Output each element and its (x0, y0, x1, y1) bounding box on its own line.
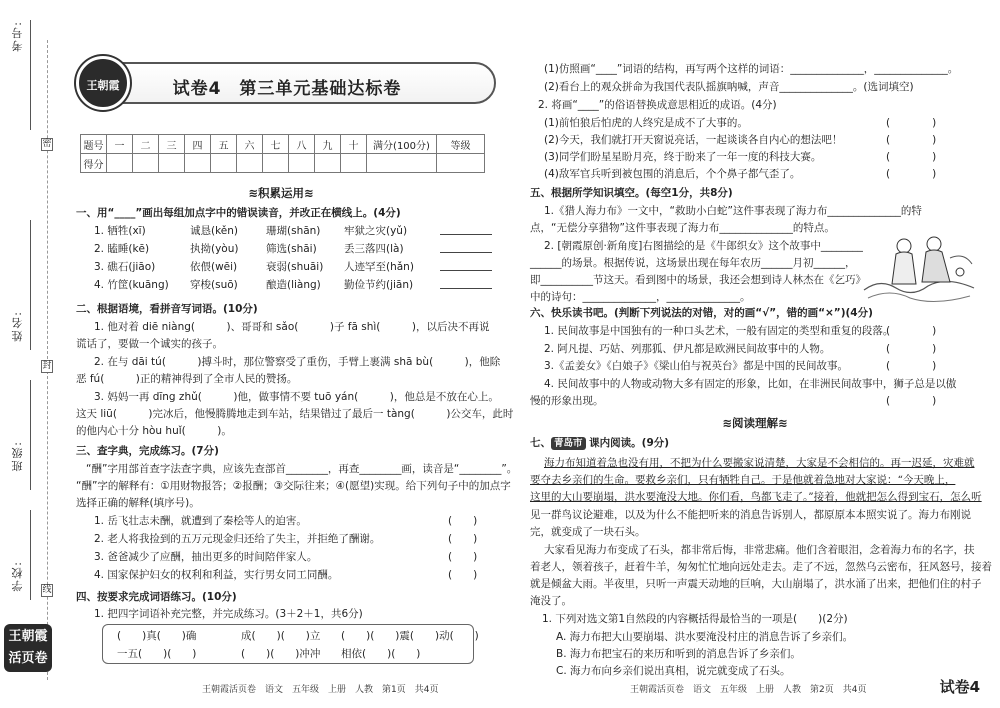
score-row-label: 得分 (81, 154, 107, 173)
score-cell[interactable] (437, 154, 485, 173)
score-cell[interactable] (159, 154, 185, 173)
answer-blank[interactable] (440, 234, 492, 235)
passage-line: 要夺去乡亲们的生命。要救乡亲们，只有牺牲自己。于是他就着急地对大家说：“今天晚上， (530, 474, 956, 486)
q1-word: 4. 竹筐(kuāng) (94, 279, 169, 291)
score-input-row[interactable] (81, 154, 485, 173)
q4-box-word[interactable]: 成( )( )立 (241, 630, 321, 642)
score-header-cell: 一 (107, 135, 133, 154)
q3-item: 3. 爸爸减少了应酬，抽出更多的时间陪伴家人。 (94, 551, 318, 563)
q7-number: 七、 (530, 437, 551, 449)
q1-word: 衰弱(shuāi) (266, 261, 324, 273)
q3-item: 4. 国家保护妇女的权利和利益，实行男女同工同酬。 (94, 569, 339, 581)
answer-paren[interactable]: ( ) (886, 151, 937, 163)
q4-cont-line: (2)看台上的观众拼命为我国代表队摇旗呐喊，声音______________。(选词填空) (544, 81, 914, 93)
q6-item: 1. 民间故事是中国独有的一种口头艺术，一般有固定的类型和重复的段落。 (544, 325, 894, 337)
binding-strip (0, 0, 56, 708)
q1-word: 筛选(shāi) (266, 243, 317, 255)
q5-line: ______的场景。根据传说，这场景出现在每年农历______月初______， (530, 257, 856, 269)
score-header-cell: 五 (211, 135, 237, 154)
score-header-cell: 八 (289, 135, 315, 154)
passage-line: 海力布知道着急也没有用，不把为什么要搬家说清楚，大家是不会相信的。再一迟延，灾难就 (544, 457, 975, 469)
section-title-reading: ≋阅读理解≋ (722, 416, 788, 430)
idiom-item: (1)前怕狼后怕虎的人终究是成不了大事的。 (544, 117, 748, 129)
answer-blank[interactable] (440, 252, 492, 253)
q1-word: 3. 礁石(jiāo) (94, 261, 156, 273)
score-cell[interactable] (211, 154, 237, 173)
score-cell[interactable] (107, 154, 133, 173)
passage-line: 这里的大山要崩塌，洪水要淹没大地。你们看，鸟都飞走了。”接着，他就把怎么得到宝石，怎么听 (530, 491, 982, 503)
q3-item: 2. 老人将我捡到的五万元现金归还给了失主，并拒绝了酬谢。 (94, 533, 381, 545)
page-footer: 王朝霞活页卷 语文 五年级 上册 人教 第2页 共4页 (630, 685, 867, 695)
score-header-cell: 二 (133, 135, 159, 154)
q2-line: 这天 liū( )完冰后，他慢腾腾地走到车站，结果错过了最后一 tàng( )公交车，此时 (76, 408, 514, 420)
score-cell[interactable] (133, 154, 159, 173)
answer-paren[interactable]: ( ) (886, 325, 937, 337)
passage-line: 就是倾盆大雨。半夜里，只听一声震天动地的巨响，大山崩塌了，洪水涌了出来，把他们住的村子 (530, 578, 982, 590)
answer-paren[interactable]: ( ) (448, 533, 478, 545)
seal-mark-xian: 线 (42, 585, 52, 595)
idiom-item: (4)敌军官兵听到被包围的消息后，个个鼻子都气歪了。 (544, 168, 801, 180)
q2-line: 恶 fú( )正的精神得到了全市人民的赞扬。 (76, 373, 298, 385)
score-table (80, 134, 485, 173)
region-tag: 青岛市 (551, 437, 586, 450)
section-title-accumulate: ≋积累运用≋ (248, 186, 314, 200)
q7-text: 课内阅读。(9分) (585, 437, 670, 449)
q7-heading (530, 436, 669, 450)
idiom-item: (2)今天，我们就打开天窗说亮话，一起谈谈各自内心的想法吧！ (544, 134, 843, 146)
q5-line: 即__________节这天。看到图中的场景，我还会想到诗人林杰在《乞巧》 (530, 274, 866, 286)
answer-paren[interactable]: ( ) (886, 395, 937, 407)
q1-word: 1. 牺牲(xī) (94, 225, 146, 237)
q5-line: 2. [朝霞原创·新角度]右图描绘的是《牛郎织女》这个故事中________ (544, 240, 863, 252)
exam-badge: 试卷4 (939, 678, 980, 696)
q6-heading: 六、快乐读书吧。(判断下列说法的对错，对的画“√”，错的画“×”)(4分) (530, 307, 873, 319)
q7-option[interactable]: B. 海力布把宝石的来历和听到的消息告诉了乡亲们。 (556, 648, 801, 660)
answer-paren[interactable]: ( ) (886, 134, 937, 146)
page-footer: 王朝霞活页卷 语文 五年级 上册 人教 第1页 共4页 (202, 685, 439, 695)
score-header-cell: 等级 (437, 135, 485, 154)
class-label: 班级: (11, 440, 24, 472)
q2-heading: 二、根据语境，看拼音写词语。(10分) (76, 303, 258, 315)
score-header-cell: 十 (341, 135, 367, 154)
score-header-cell: 六 (237, 135, 263, 154)
q1-word: 人迹罕至(hǎn) (344, 261, 414, 273)
score-cell[interactable] (289, 154, 315, 173)
q2-line: 的他内心十分 hòu huǐ( )。 (76, 425, 232, 437)
q3-line: “酬”字用部首查字法查字典，应该先查部首________，再查________画，读音是“________”。 (86, 463, 518, 475)
q4-box-word[interactable]: ( )( )冲冲 (241, 648, 321, 660)
brand-emblem: 王朝霞 (76, 56, 130, 110)
q4-box-word[interactable]: ( )真( )确 (117, 630, 197, 642)
score-header-cell: 三 (159, 135, 185, 154)
q4-box-word[interactable]: 相依( )( ) (341, 648, 421, 660)
passage-line: 淹没了。 (530, 595, 572, 607)
score-header-cell: 九 (315, 135, 341, 154)
score-header-row (81, 135, 485, 154)
q3-line: “酬”字的解释有：①用财物报答；②报酬；③交际往来；④(愿望)实现。给下列句子中的加点字 (76, 480, 511, 492)
school-line (30, 510, 31, 600)
q4-cont-line: (1)仿照画“____”词语的结构，再写两个这样的词语：______________，______________。 (544, 63, 959, 75)
q3-heading: 三、查字典，完成练习。(7分) (76, 445, 219, 457)
q2-line: 2. 在与 dāi tú( )搏斗时，那位警察受了重伤，手臂上裹满 shā bù( )，他除 (94, 356, 501, 368)
q1-word: 诚恳(kěn) (190, 225, 239, 237)
answer-paren[interactable]: ( ) (886, 343, 937, 355)
q1-word: 执拗(yòu) (190, 243, 239, 255)
q4-heading: 四、按要求完成词语练习。(10分) (76, 591, 237, 603)
answer-blank[interactable] (440, 270, 492, 271)
q5-line: 1.《猎人海力布》一文中，“救助小白蛇”这件事表现了海力布______________的特 (544, 205, 922, 217)
q2-line: 3. 妈妈一再 dīng zhǔ( )他，做事情不要 tuō yán( )，他总是不放在心上。 (94, 391, 499, 403)
q1-word: 2. 瞌睡(kē) (94, 243, 150, 255)
answer-paren[interactable]: ( ) (448, 569, 478, 581)
q1-word: 穿梭(suō) (190, 279, 238, 291)
q4-box-word[interactable]: 一五( )( ) (117, 648, 197, 660)
q6-item: 2. 阿凡提、巧姑、列那狐、伊凡都是欧洲民间故事中的人物。 (544, 343, 831, 355)
q6-item: 慢的形象出现。 (530, 395, 604, 407)
score-cell[interactable] (367, 154, 437, 173)
q4-sub: 1. 把四字词语补充完整，并完成练习。(3＋2＋1，共6分) (94, 608, 363, 620)
q1-word: 酿造(liàng) (266, 279, 321, 291)
page-title: 试卷4 第三单元基础达标卷 (172, 79, 402, 99)
seal-mark-mi: 密 (42, 139, 52, 149)
q4-box-word[interactable]: ( )( )震( )动( ) (341, 630, 479, 642)
passage-line: 见一群鸟议论避难，以及为什么不能把听来的消息告诉别人，都原原本本照实说了。海力布刚说 (530, 509, 971, 521)
name-line (30, 220, 31, 350)
q1-word: 勤俭节约(jiān) (344, 279, 414, 291)
score-cell[interactable] (237, 154, 263, 173)
passage-line: 着老人，领着孩子，赶着牛羊，匆匆忙忙地向远处走去。走了不远，忽然乌云密布，狂风怒号，接着 (530, 561, 992, 573)
exam-number-line (30, 20, 31, 130)
score-header-cell: 七 (263, 135, 289, 154)
q6-item: 4. 民间故事中的人物或动物大多有固定的形象，比如，在非洲民间故事中，狮子总是以傲 (544, 378, 957, 390)
score-cell[interactable] (315, 154, 341, 173)
exam-number-label: 考号: (11, 20, 24, 52)
school-label: 学校: (11, 560, 24, 592)
q1-heading: 一、用“____”画出每组加点字中的错误读音，并改正在横线上。(4分) (76, 207, 401, 219)
page-1 (62, 0, 518, 708)
q6-item: 3.《孟姜女》《白娘子》《梁山伯与祝英台》都是中国的民间故事。 (544, 360, 849, 372)
title-bar (78, 62, 496, 104)
score-header-cell: 四 (185, 135, 211, 154)
q5-line: 点，“无偿分享猎物”这件事表现了海力布______________的特点。 (530, 222, 835, 234)
answer-paren[interactable]: ( ) (448, 515, 478, 527)
answer-paren[interactable]: ( ) (448, 551, 478, 563)
score-cell[interactable] (341, 154, 367, 173)
q2-line: 1. 他对着 diē niàng( )、哥哥和 sǎo( )子 fā shì( )，以后决不再说 (94, 321, 490, 333)
q7-1-question: 1. 下列对选文第1自然段的内容概括得最恰当的一项是( )(2分) (542, 613, 848, 625)
q3-line: 选择正确的解释(填序号)。 (76, 497, 200, 509)
answer-paren[interactable]: ( ) (886, 117, 937, 129)
q1-word: 牢狱之灾(yǔ) (344, 225, 408, 237)
q4-sub2: 2. 将画“____”的俗语替换成意思相近的成语。(4分) (538, 99, 777, 111)
class-line (30, 380, 31, 490)
q7-option[interactable]: C. 海力布向乡亲们说出真相，说完就变成了石头。 (556, 665, 791, 677)
passage-line: 完，就变成了一块石头。 (530, 526, 646, 538)
q1-word: 丢三落四(là) (344, 243, 404, 255)
q5-heading: 五、根据所学知识填空。(每空1分，共8分) (530, 187, 733, 199)
name-label: 姓名: (11, 310, 24, 342)
answer-blank[interactable] (440, 288, 492, 289)
q1-word: 珊瑚(shān) (266, 225, 321, 237)
q3-item: 1. 岳飞壮志未酬，就遭到了秦桧等人的迫害。 (94, 515, 307, 527)
score-header-cell: 满分(100分) (367, 135, 437, 154)
idiom-item: (3)同学们盼星星盼月亮，终于盼来了一年一度的科技大赛。 (544, 151, 822, 163)
q2-line: 谎话了，要做一个诚实的孩子。 (76, 338, 223, 350)
q7-option[interactable]: A. 海力布把大山要崩塌、洪水要淹没村庄的消息告诉了乡亲们。 (556, 631, 854, 643)
answer-paren[interactable]: ( ) (886, 360, 937, 372)
q4-word-box (102, 624, 479, 664)
q5-line: 中的诗句：______________，______________。 (530, 291, 751, 303)
answer-paren[interactable]: ( ) (886, 168, 937, 180)
page-2 (520, 0, 992, 708)
passage-line: 大家看见海力布变成了石头，都非常后悔，非常悲痛。他们含着眼泪，念着海力布的名字，扶 (544, 544, 975, 556)
score-header-cell: 题号 (81, 135, 107, 154)
cowherd-weaver-illustration (860, 228, 978, 306)
brand-logo: 王朝霞 活页卷 (4, 624, 52, 672)
q1-word: 依偎(wēi) (190, 261, 238, 273)
score-cell[interactable] (185, 154, 211, 173)
seal-mark-feng: 封 (42, 361, 52, 371)
score-cell[interactable] (263, 154, 289, 173)
